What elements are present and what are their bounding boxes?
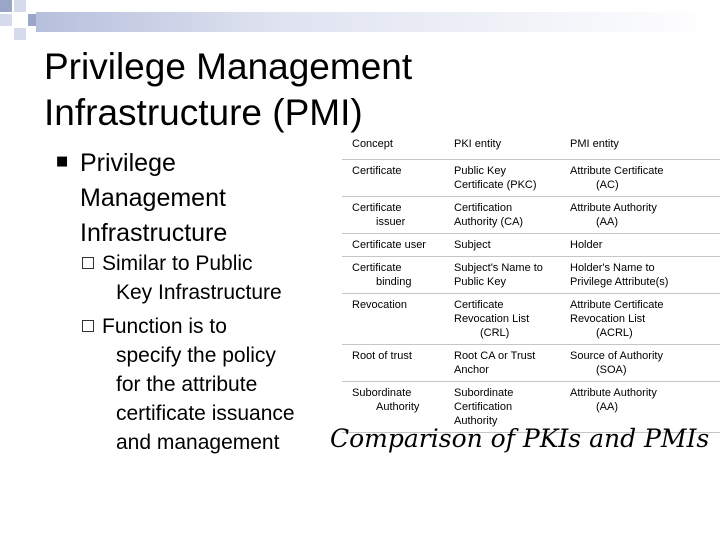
table-cell xyxy=(560,160,720,197)
cell-line: Root CA or Trust xyxy=(454,350,536,362)
cell-line: Attribute Certificate xyxy=(570,165,664,177)
table-row xyxy=(342,234,720,257)
sub-bullet-line: specify the policy xyxy=(116,344,276,367)
table-header-row xyxy=(342,133,720,160)
cell-line: Revocation List xyxy=(570,313,646,325)
table-cell xyxy=(342,257,444,294)
table-row xyxy=(342,197,720,234)
cell-line: Certificate user xyxy=(352,239,426,251)
title-line: Privilege Management xyxy=(44,46,413,87)
table-cell xyxy=(444,294,560,345)
table-row xyxy=(342,345,720,382)
cell-line: Holder xyxy=(570,239,603,251)
title-bar-gradient xyxy=(36,12,720,32)
bullet-text xyxy=(80,146,300,251)
sub-bullet-line: certificate issuance xyxy=(116,402,295,425)
bullet-line: Infrastructure xyxy=(80,219,228,247)
table-cell xyxy=(444,197,560,234)
title-line: Infrastructure (PMI) xyxy=(44,92,363,133)
table-cell xyxy=(560,257,720,294)
table-row xyxy=(342,257,720,294)
table-cell xyxy=(444,234,560,257)
cell-line: Source of Authority xyxy=(570,350,663,362)
table-row xyxy=(342,160,720,197)
cell-line: (AC) xyxy=(596,179,619,191)
cell-line: Certification xyxy=(454,401,513,413)
sub-bullet-line: for the attribute xyxy=(116,373,258,396)
table-cell xyxy=(560,234,720,257)
cell-line: Public Key xyxy=(454,165,506,177)
sub-bullet-line: Function is to xyxy=(102,315,227,338)
cell-line: Root of trust xyxy=(352,350,412,362)
bullet-line: Privilege xyxy=(80,149,176,177)
cell-line: Subject xyxy=(454,239,491,251)
bullet-line: Management xyxy=(80,184,226,212)
cell-line: issuer xyxy=(376,216,406,228)
table-cell xyxy=(444,345,560,382)
cell-line: Certificate (PKC) xyxy=(454,179,537,191)
sub-bullet xyxy=(82,249,322,307)
cell-line: Attribute Authority xyxy=(570,387,657,399)
cell-line: Authority (CA) xyxy=(454,216,524,228)
cell-line: (AA) xyxy=(596,216,618,228)
cell-line: Holder's Name to xyxy=(570,262,655,274)
cell-line: Subordinate xyxy=(454,387,514,399)
table-cell xyxy=(342,345,444,382)
table-cell xyxy=(342,294,444,345)
table-cell xyxy=(342,197,444,234)
cell-line: Certification xyxy=(454,202,513,214)
sub-bullet-line: Key Infrastructure xyxy=(116,281,282,304)
sub-bullet-line: and management xyxy=(116,431,280,454)
sub-bullet-line: Similar to Public xyxy=(102,252,253,275)
cell-line: Revocation List xyxy=(454,313,530,325)
table-row xyxy=(342,294,720,345)
cell-line: Certificate xyxy=(454,299,504,311)
cell-line: (SOA) xyxy=(596,364,627,376)
cell-line: Attribute Authority xyxy=(570,202,657,214)
cell-line: Public Key xyxy=(454,276,506,288)
cell-line: Authority xyxy=(376,401,420,413)
table-cell xyxy=(560,294,720,345)
cell-line: Certificate xyxy=(352,165,402,177)
table-cell xyxy=(560,345,720,382)
cell-line: Privilege Attribute(s) xyxy=(570,276,669,288)
cell-line: Anchor xyxy=(454,364,489,376)
cell-line: binding xyxy=(376,276,412,288)
cell-line: (ACRL) xyxy=(596,327,633,339)
table-cell xyxy=(444,257,560,294)
cell-line: Certificate xyxy=(352,202,402,214)
deco-square xyxy=(14,28,26,40)
comparison-table xyxy=(342,133,720,433)
checkbox-bullet-icon xyxy=(82,320,94,332)
sub-bullet xyxy=(82,312,322,457)
table-caption: Comparison of PKIs and PMIs xyxy=(330,424,710,453)
table-cell xyxy=(342,234,444,257)
table-cell xyxy=(342,160,444,197)
column-header: Concept xyxy=(342,133,444,160)
cell-line: (CRL) xyxy=(480,327,510,339)
cell-line: Attribute Certificate xyxy=(570,299,664,311)
column-header: PKI entity xyxy=(444,133,560,160)
bullet-marker: ■ xyxy=(56,154,69,169)
cell-line: Subordinate xyxy=(352,387,412,399)
slide-title xyxy=(44,44,524,136)
cell-line: Subject's Name to xyxy=(454,262,543,274)
checkbox-bullet-icon xyxy=(82,257,94,269)
deco-square xyxy=(14,0,26,12)
table-cell xyxy=(560,197,720,234)
column-header: PMI entity xyxy=(560,133,720,160)
cell-line: Authority xyxy=(454,415,498,427)
table-cell xyxy=(444,160,560,197)
cell-line: Revocation xyxy=(352,299,408,311)
cell-line: Certificate xyxy=(352,262,402,274)
deco-square xyxy=(0,0,12,12)
cell-line: (AA) xyxy=(596,401,618,413)
deco-square xyxy=(0,14,12,26)
